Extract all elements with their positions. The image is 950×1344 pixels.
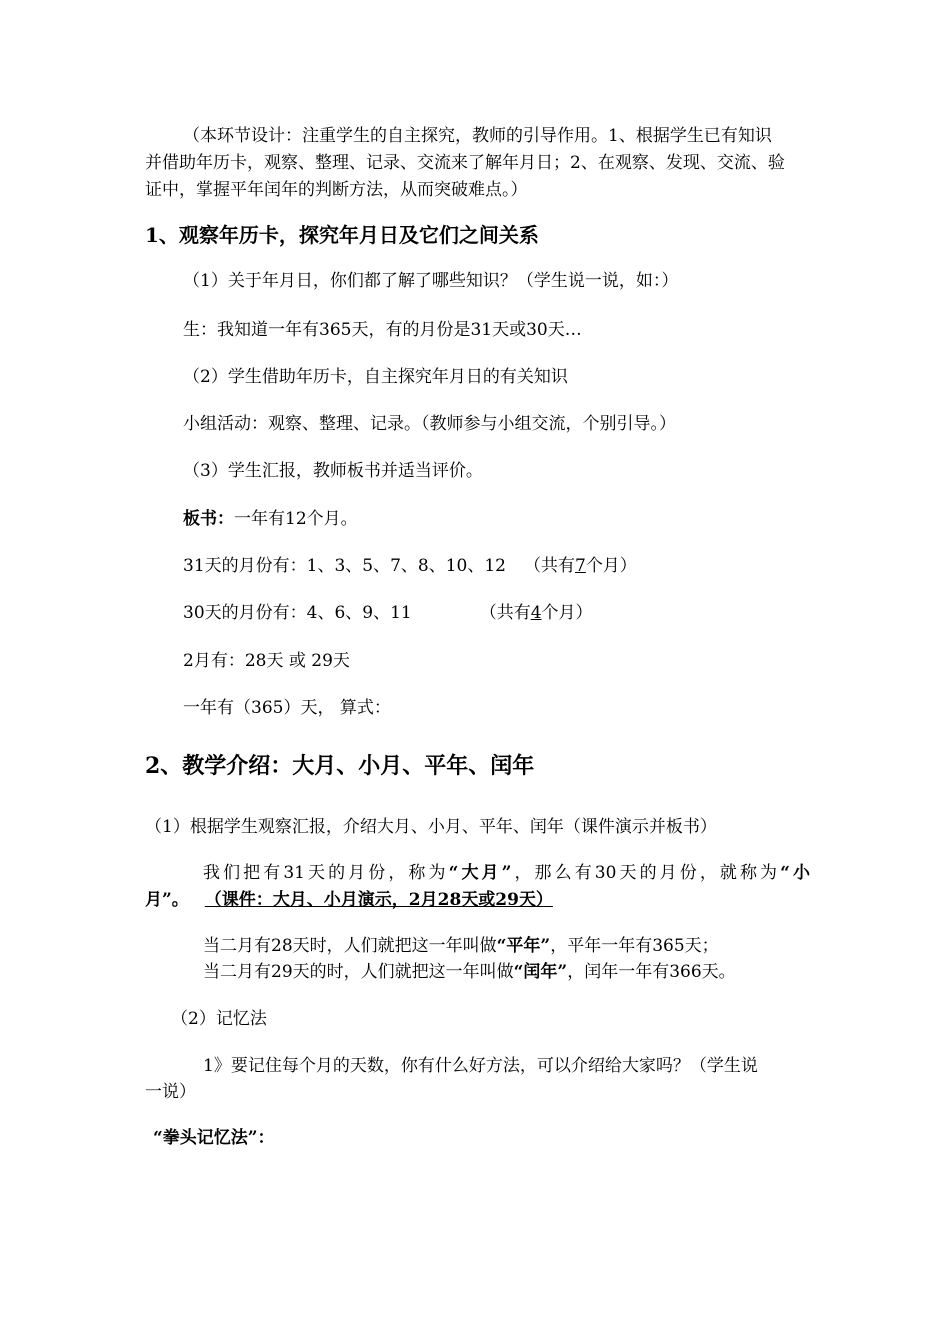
small-month-line	[145, 889, 553, 911]
days-30-list: 30天的月份有：4、6、9、11	[183, 603, 412, 623]
leap-year-term: “闰年”	[513, 962, 568, 982]
big-month-term: “大月”	[448, 863, 512, 883]
memory-question-line-1: 1》要记住每个月的天数，你有什么好方法，可以介绍给大家吗？（学生说	[203, 1056, 758, 1076]
board-label: 板书：	[183, 509, 234, 529]
section-2-paragraph-1: （1）根据学生观察汇报，介绍大月、小月、平年、闰年（课件演示并板书）	[145, 817, 717, 837]
common-year-text-c: ，平年一年有365天；	[550, 936, 719, 956]
memory-method-heading: （2）记忆法	[171, 1009, 267, 1029]
days-30-count: 4	[530, 603, 542, 623]
february-line: 2月有：28天 或 29天	[183, 651, 350, 671]
days-31-count: 7	[574, 556, 586, 576]
days-30-line	[183, 602, 593, 624]
big-month-text-c: ，那么有30天的月份，就称为	[511, 863, 781, 883]
big-month-text-a: 我们把有31天的月份，称为	[203, 863, 449, 883]
section-1-paragraph-5: （3）学生汇报，教师板书并适当评价。	[183, 461, 483, 481]
section-2-heading: 2、教学介绍：大月、小月、平年、闰年	[145, 753, 535, 779]
section-1-paragraph-3: （2）学生借助年历卡，自主探究年月日的有关知识	[183, 367, 568, 387]
fist-method-label: “拳头记忆法”：	[153, 1128, 275, 1148]
intro-line-1: （本环节设计：注重学生的自主探究，教师的引导作用。1、根据学生已有知识	[183, 126, 772, 146]
year-days-line: 一年有（365）天， 算式：	[183, 698, 391, 718]
days-31-line	[183, 555, 637, 577]
leap-year-text-a: 当二月有29天的时，人们就把这一年叫做	[203, 962, 514, 982]
big-month-line	[203, 862, 810, 884]
common-year-text-a: 当二月有28天时，人们就把这一年叫做	[203, 936, 497, 956]
small-month-term-start: “小	[780, 863, 810, 883]
days-31-list: 31天的月份有：1、3、5、7、8、10、12	[183, 556, 506, 576]
courseware-note: （课件：大月、小月演示，2月28天或29天）	[204, 890, 553, 910]
small-month-term-end: 月”。	[145, 890, 189, 910]
board-line	[183, 508, 358, 530]
section-1-paragraph-2: 生：我知道一年有365天，有的月份是31天或30天…	[183, 320, 582, 340]
leap-year-line	[203, 961, 736, 983]
intro-line-3: 证中，掌握平年闰年的判断方法，从而突破难点。）	[145, 180, 528, 200]
days-30-count-close: 个月）	[541, 603, 593, 623]
section-1-paragraph-1: （1）关于年月日，你们都了解了哪些知识？（学生说一说，如：）	[183, 271, 679, 291]
section-1-heading: 1、观察年历卡，探究年月日及它们之间关系	[145, 223, 539, 247]
intro-line-2: 并借助年历卡，观察、整理、记录、交流来了解年月日；2、在观察、发现、交流、验	[145, 153, 785, 173]
days-30-count-open: （共有	[479, 603, 531, 623]
days-31-count-open: （共有	[523, 556, 575, 576]
board-text: 一年有12个月。	[234, 509, 358, 529]
leap-year-text-c: ，闰年一年有366天。	[567, 962, 736, 982]
common-year-line	[203, 935, 719, 957]
common-year-term: “平年”	[496, 936, 551, 956]
days-31-count-close: 个月）	[585, 556, 637, 576]
memory-question-line-2: 一说）	[145, 1082, 196, 1102]
section-1-paragraph-4: 小组活动：观察、整理、记录。（教师参与小组交流，个别引导。）	[183, 414, 676, 434]
